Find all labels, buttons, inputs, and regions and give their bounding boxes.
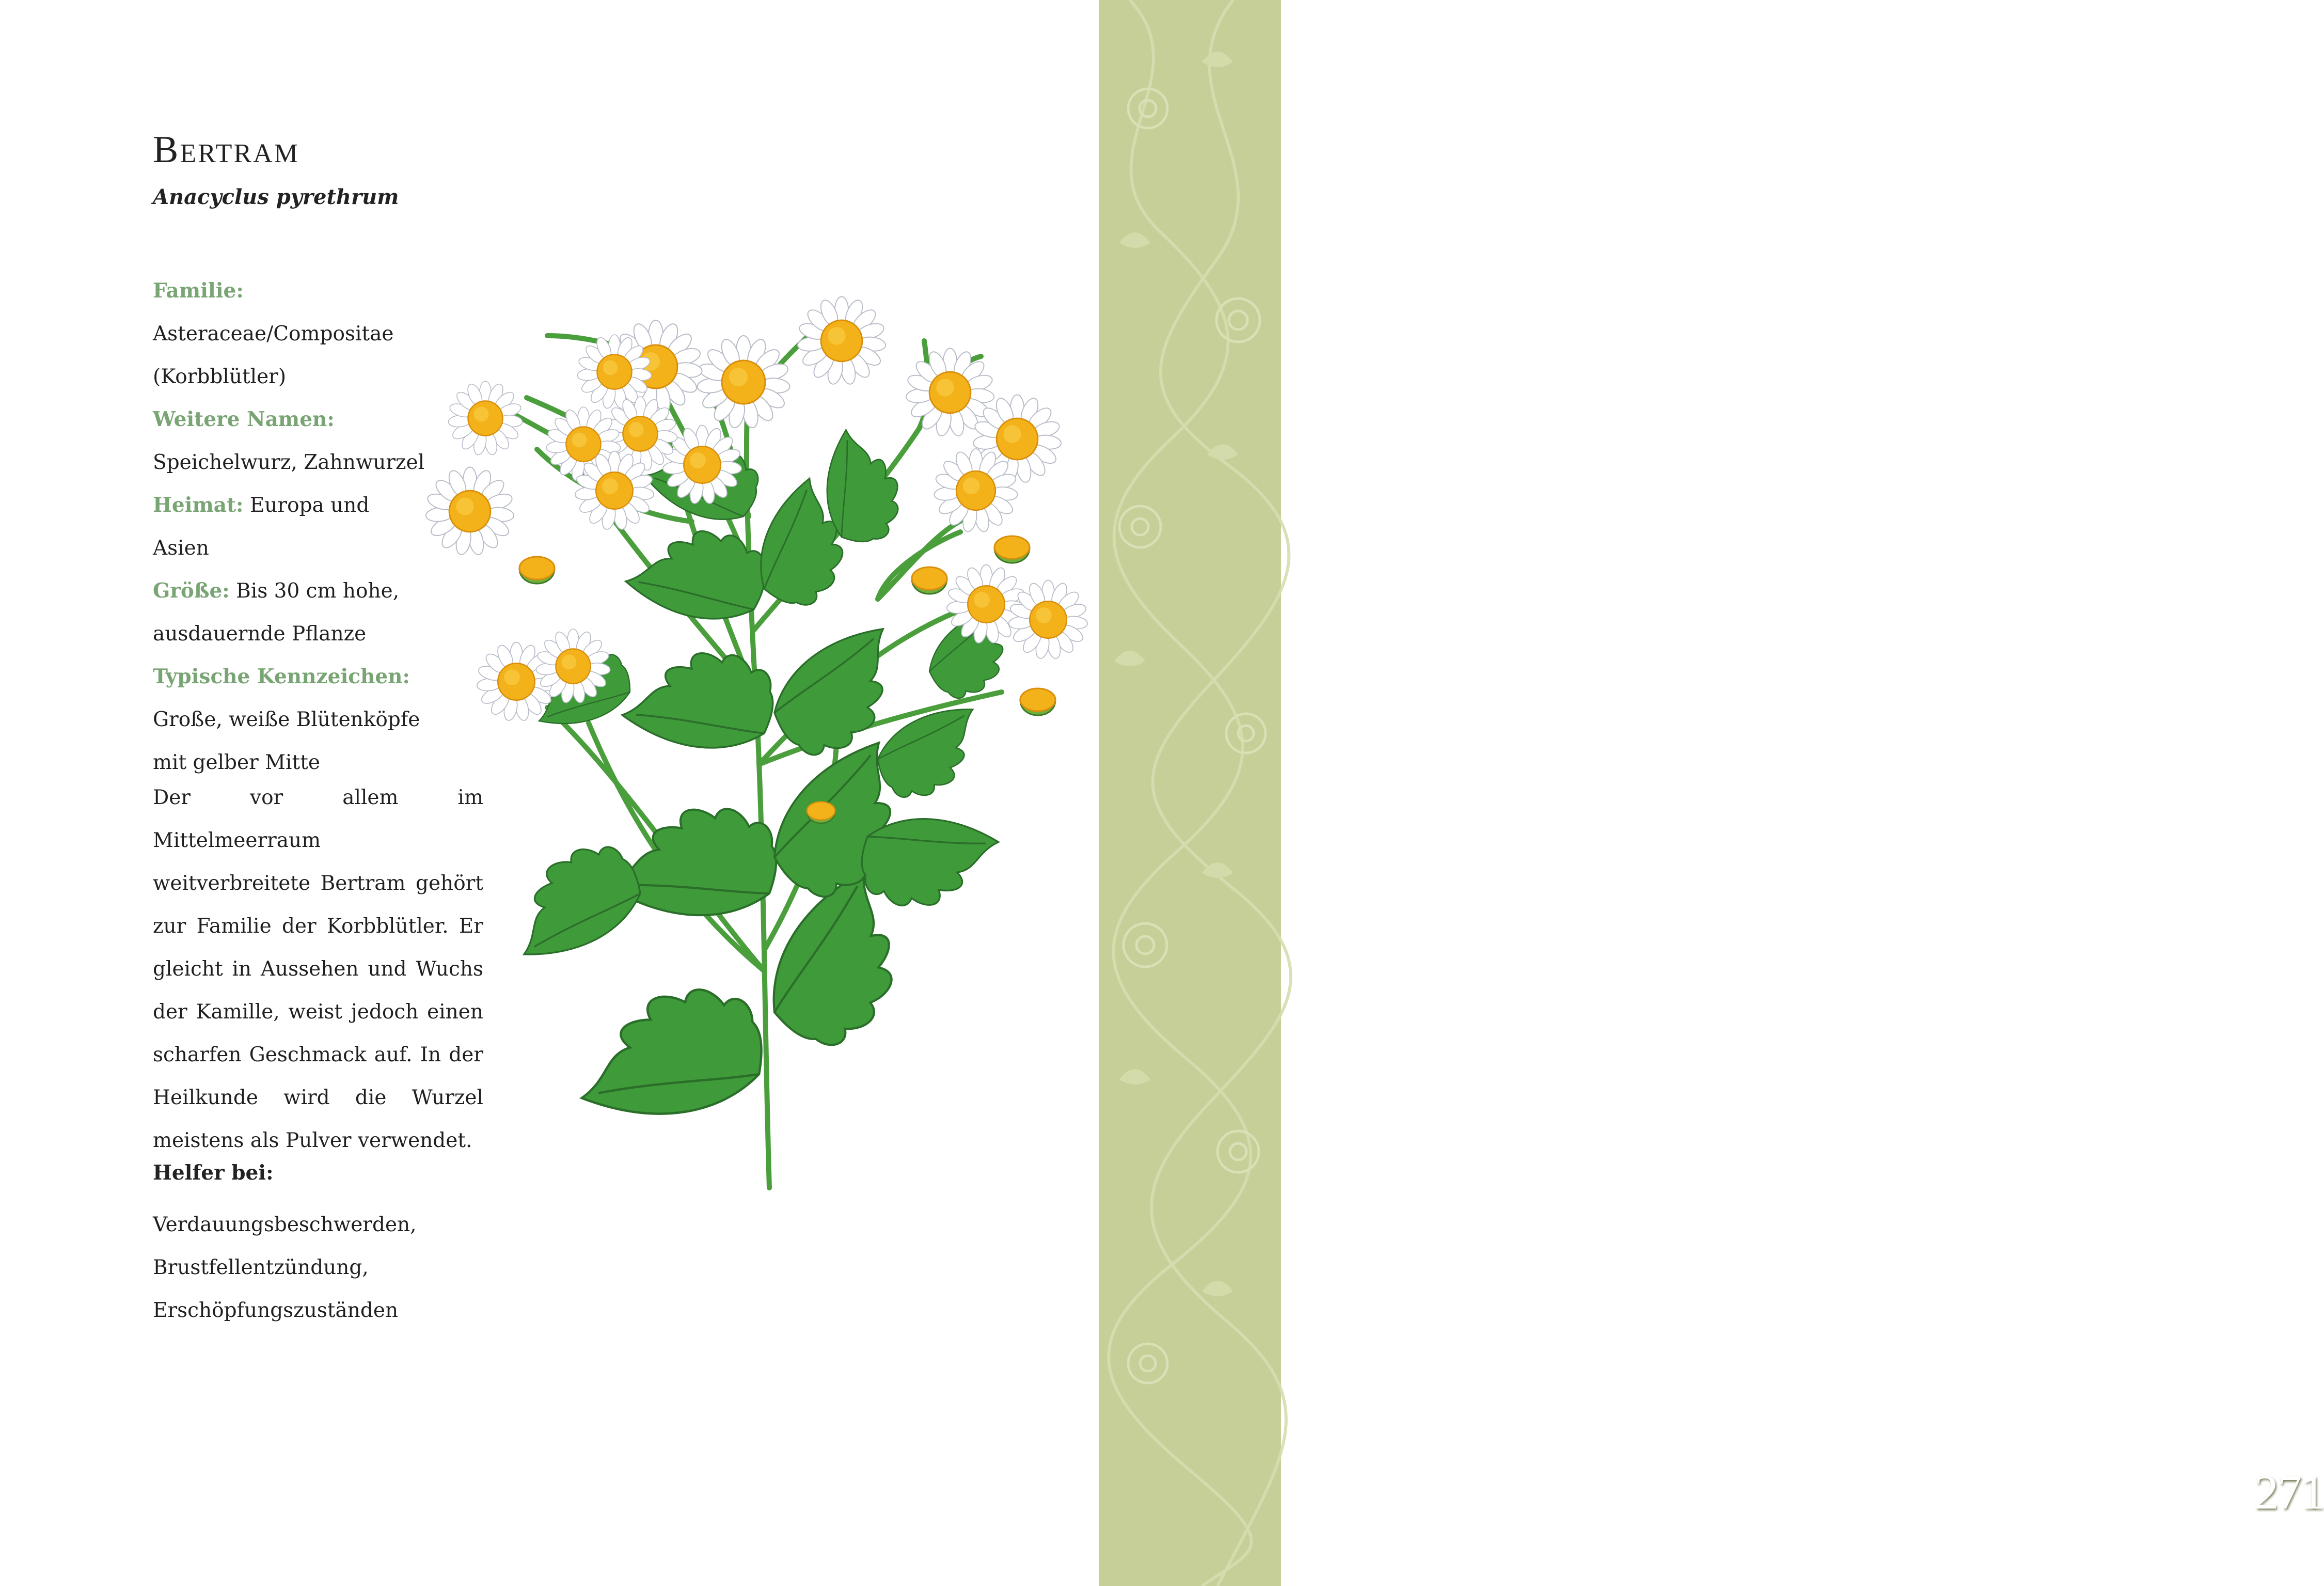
fact-value: Asteraceae/Compositae (Korbblütler) [153,322,394,388]
plant-title: Bertram [153,129,299,171]
fact-label: Typische Kennzeichen: [153,665,410,688]
fact-heimat [153,484,380,570]
fact-value: Große, weiße Blütenköpfe mit gelber Mitte [153,708,420,774]
bertram-plant-illustration [413,300,1100,1198]
fact-label: Weitere Namen: [153,407,335,431]
fact-kennzeichen [153,655,442,784]
plant-description: Der vor allem im Mittelmeerraum weitverbreitete Bertram gehört zur Familie der Korbblütler. Er gleicht in Aussehen und Wuchs der Kamille, weist jedoch einen scharfen Geschmack auf. In der Heilkunde wird die Wurzel meistens als Pulver verwendet. [153,786,483,1152]
fact-label: Familie: [153,279,244,303]
helfer-text: Verdauungsbeschwerden, Brustfellentzündung, Erschöpfungszuständen [153,1213,417,1322]
fact-value: Europa und Asien [153,494,370,560]
swirl-ornament-pattern [1099,0,1281,1586]
decorative-side-band [1099,0,2324,1586]
fact-value: Speichelwurz, Zahnwurzel [153,451,425,474]
fact-value: Bis 30 cm hohe, ausdauernde Pflanze [153,579,400,646]
fact-label: Heimat: [153,493,244,517]
page-number: 271 [2254,1466,2324,1519]
fact-weitere-namen [153,398,442,484]
helfer-heading: Helfer bei: [153,1161,274,1185]
fact-groesse [153,570,411,655]
fact-label: Größe: [153,579,230,603]
plant-latin-name: Anacyclus pyrethrum [153,185,399,209]
